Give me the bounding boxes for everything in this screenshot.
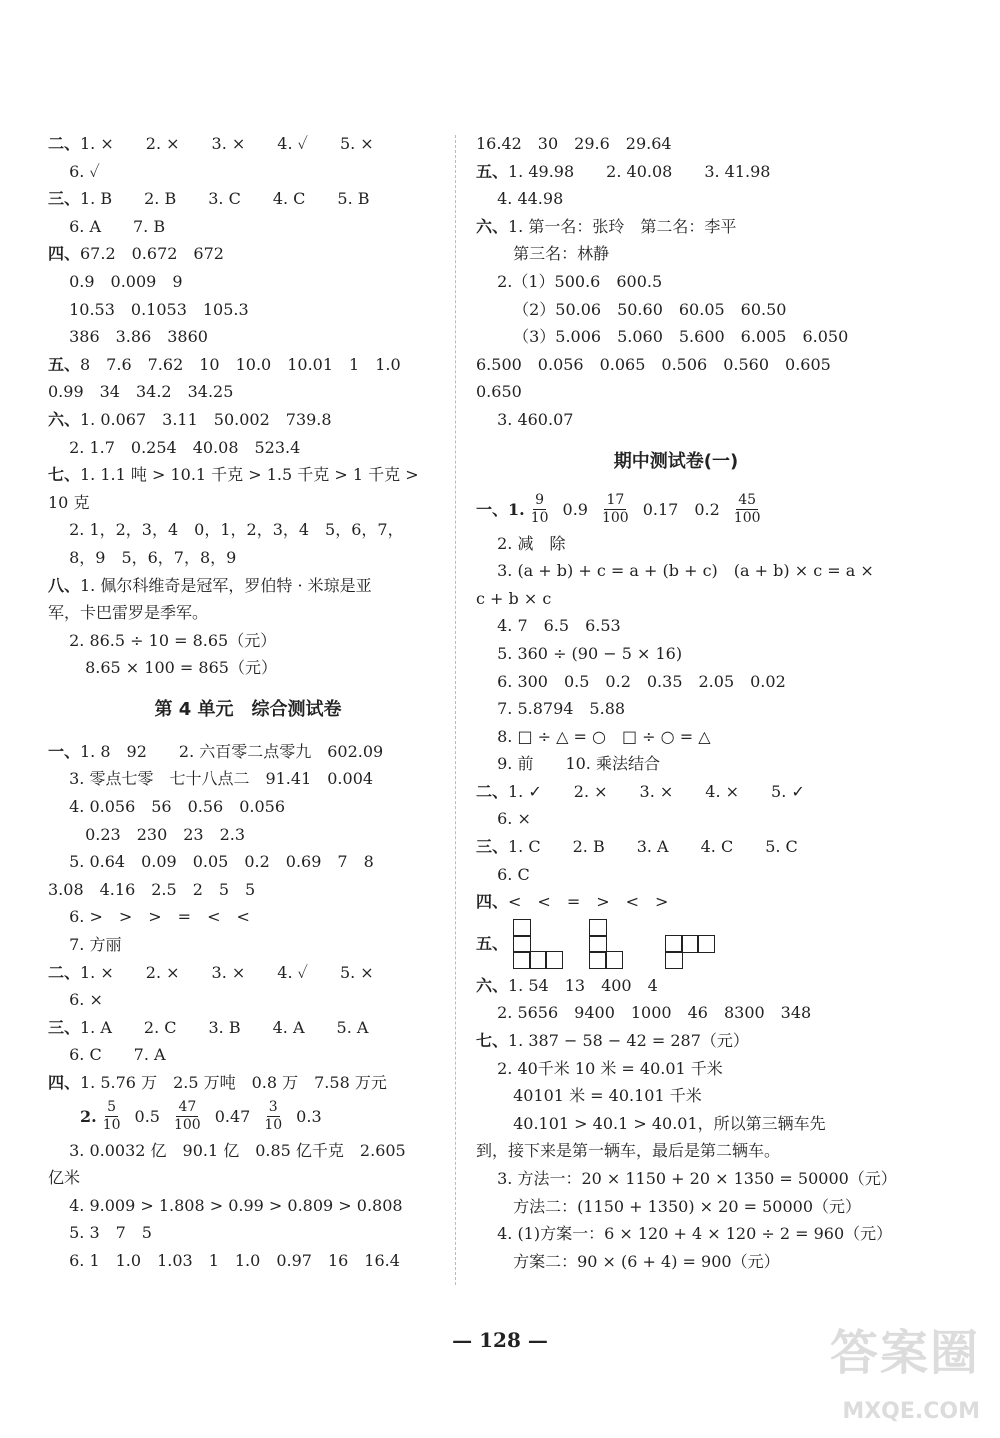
section-label: 三、 — [476, 837, 509, 857]
answer-text: 1. 387 − 58 − 42 = 287（元） — [508, 1031, 749, 1051]
view-shape-3 — [666, 920, 714, 968]
answer-text: 1. 5.76 万 2.5 万吨 0.8 万 7.58 万元 — [80, 1073, 387, 1092]
answer-text: 6. > > > = < < — [48, 907, 250, 927]
answer-line — [476, 612, 876, 640]
answer-text: 0.23 230 23 2.3 — [48, 824, 246, 844]
answer-line — [48, 627, 448, 655]
answer-line — [476, 323, 876, 351]
answer-text: 2. 40千米 10 米 = 40.01 千米 — [476, 1058, 723, 1078]
answer-line — [48, 296, 448, 324]
section-label: 四、 — [476, 892, 509, 912]
answer-text: 6.500 0.056 0.065 0.506 0.560 0.605 — [476, 354, 831, 374]
answer-line — [476, 406, 876, 434]
answer-text: 8.65 × 100 = 865（元） — [48, 658, 277, 678]
value-text: 0.9 — [562, 499, 588, 519]
fraction — [529, 492, 551, 527]
answer-line — [48, 1069, 448, 1097]
answer-line — [48, 406, 448, 434]
section-label: 一、 — [48, 741, 81, 761]
fraction-denominator: 10 — [102, 1117, 121, 1134]
fraction — [262, 1099, 284, 1134]
section-label: 四、 — [48, 1073, 81, 1092]
answer-line — [476, 999, 876, 1027]
answer-line — [476, 1110, 876, 1138]
answer-line — [476, 972, 876, 1000]
fraction-denominator: 100 — [173, 1117, 201, 1134]
answer-line — [48, 378, 448, 406]
answer-line — [48, 1041, 448, 1069]
fraction-numerator: 9 — [535, 492, 545, 509]
answer-line — [476, 1055, 876, 1083]
answer-text: 1. 1.1 吨 > 10.1 千克 > 1.5 千克 > 1 千克 > — [80, 465, 419, 485]
page-number: — 128 — — [452, 1328, 548, 1352]
answer-text: 7. 5.8794 5.88 — [476, 699, 626, 719]
answer-line — [48, 1192, 448, 1220]
view-drawings — [514, 920, 714, 968]
answer-text: 10.53 0.1053 105.3 — [48, 299, 249, 319]
section-label: 三、 — [48, 1017, 81, 1037]
right-block-1 — [476, 130, 876, 434]
answer-text: 3.08 4.16 2.5 2 5 5 — [48, 879, 256, 899]
answer-line — [476, 861, 876, 889]
section-label: 五、 — [476, 933, 509, 953]
answer-line — [476, 585, 876, 613]
watermark-text: 答案圈 — [829, 1325, 980, 1381]
fraction-numerator: 17 — [606, 492, 625, 509]
answer-line — [476, 888, 876, 916]
left-block-1 — [48, 130, 448, 682]
answer-line — [48, 821, 448, 849]
fraction — [600, 492, 631, 527]
answer-text: 8. □ ÷ △ = ○ □ ÷ ○ = △ — [476, 726, 711, 746]
section-label: 四、 — [48, 244, 81, 264]
watermark-url: MXQE.COM — [842, 1399, 980, 1424]
answer-text: 5. 360 ÷ (90 − 5 × 16) — [476, 643, 683, 663]
answer-text: 6. ✓ — [48, 161, 100, 181]
answer-line — [48, 544, 448, 572]
section-label: 二、 — [48, 134, 81, 153]
answer-text: c + b × c — [476, 588, 552, 608]
answer-line — [48, 1247, 448, 1275]
fraction-denominator: 100 — [733, 510, 761, 527]
answer-text: 1. C 2. B 3. A 4. C 5. C — [508, 837, 798, 857]
watermark-logo — [760, 1314, 980, 1424]
right-column — [476, 130, 897, 1275]
answer-line — [476, 805, 876, 833]
answer-line — [476, 240, 876, 268]
answer-text: 1. 54 13 400 4 — [508, 975, 658, 995]
answer-text: 2. 86.5 ÷ 10 = 8.65（元） — [48, 630, 277, 650]
fraction-numerator: 45 — [738, 492, 757, 509]
answer-text: 方法二：(1150 + 1350) × 20 = 50000（元） — [476, 1196, 862, 1216]
answer-line — [476, 640, 876, 668]
answer-text: 5. 3 7 5 — [48, 1223, 152, 1243]
answer-line — [476, 1027, 876, 1055]
fraction-denominator: 10 — [530, 510, 549, 527]
answer-text: 6. C 7. A — [48, 1045, 166, 1065]
answer-line — [48, 130, 448, 158]
section-label: 五、 — [476, 161, 509, 181]
left-block-2 — [48, 738, 448, 1097]
answer-line — [476, 158, 876, 186]
answer-line — [48, 959, 448, 987]
answer-text: 4. 0.056 56 0.56 0.056 — [48, 797, 286, 817]
value-text: 0.17 0.2 — [642, 499, 720, 519]
view-shape-1 — [514, 920, 562, 968]
answer-text: 6. A 7. B — [48, 216, 166, 236]
answer-text: 2. 5656 9400 1000 46 8300 348 — [476, 1003, 812, 1023]
view-shape-2 — [590, 920, 638, 968]
answer-line — [48, 654, 448, 682]
answer-text: （2）50.06 50.60 60.05 60.50 — [476, 299, 787, 319]
answer-text: 1. 佩尔科维奇是冠军，罗伯特 · 米琼是亚 — [80, 575, 372, 595]
answer-text: 3. (a + b) + c = a + (b + c) (a + b) × c = a × — [476, 561, 874, 581]
answer-text: （3）5.006 5.060 5.600 6.005 6.050 — [476, 327, 849, 347]
answer-text: 亿米 — [48, 1168, 81, 1188]
answer-text: 6. 300 0.5 0.2 0.35 2.05 0.02 — [476, 671, 786, 691]
answer-text: 1. × 2. × 3. × 4. ✓ 5. × — [80, 962, 374, 982]
answer-text: 3. 零点七零 七十八点二 91.41 0.004 — [48, 769, 374, 789]
answer-line — [476, 530, 876, 558]
answer-text: 7. 方丽 — [48, 935, 122, 955]
answer-line — [476, 130, 876, 158]
right-fraction-line — [476, 490, 876, 530]
answer-text: 1. ✓ 2. × 3. × 4. × 5. ✓ — [508, 781, 805, 801]
answer-text: 8，9 5，6，7，8，9 — [48, 547, 237, 567]
fraction-denominator: 10 — [264, 1117, 283, 1134]
answer-text: 1. B 2. B 3. C 4. C 5. B — [80, 189, 370, 209]
left-block-3 — [48, 1137, 448, 1275]
answer-text: 1. 0.067 3.11 50.002 739.8 — [80, 409, 332, 429]
column-divider — [455, 135, 456, 1285]
answer-line — [48, 461, 448, 489]
right-block-3 — [476, 972, 897, 1276]
answer-line — [48, 158, 448, 186]
answer-text: 2. 1.7 0.254 40.08 523.4 — [48, 437, 301, 457]
fraction-numerator: 3 — [268, 1099, 278, 1116]
answer-text: 10 克 — [48, 492, 90, 512]
left-section-title: 第 4 单元 综合测试卷 — [154, 698, 342, 720]
answer-line — [48, 213, 448, 241]
answer-line — [48, 185, 448, 213]
answer-line — [476, 723, 876, 751]
section-label: 六、 — [476, 975, 509, 995]
answer-line — [48, 351, 448, 379]
answer-text: 67.2 0.672 672 — [80, 244, 224, 264]
answer-line — [476, 268, 876, 296]
fraction — [172, 1099, 203, 1134]
answer-text: 4. 44.98 — [476, 189, 564, 209]
answer-line — [476, 1248, 876, 1276]
answer-text: 军，卡巴雷罗是季军。 — [48, 603, 209, 623]
answer-text: 386 3.86 3860 — [48, 327, 208, 347]
answer-text: 8 7.6 7.62 10 10.0 10.01 1 1.0 — [80, 354, 401, 374]
answer-line — [48, 793, 448, 821]
answer-text: 3. 方法一：20 × 1150 + 20 × 1350 = 50000（元） — [476, 1169, 897, 1188]
answer-line — [48, 738, 448, 766]
answer-text: 6. × — [48, 990, 103, 1010]
answer-text: 1. A 2. C 3. B 4. A 5. A — [80, 1017, 369, 1037]
answer-line — [48, 516, 448, 544]
answer-line — [48, 1014, 448, 1042]
answer-line — [48, 489, 448, 517]
answer-line — [476, 378, 876, 406]
answer-line — [476, 1193, 876, 1221]
answer-line — [48, 931, 448, 959]
answer-line — [476, 213, 876, 241]
answer-line — [48, 434, 448, 462]
right-section-title: 期中测试卷(一) — [613, 450, 739, 472]
answer-text: 2. 1，2，3，4 0，1，2，3，4 5，6，7， — [48, 520, 404, 540]
answer-line — [476, 778, 876, 806]
answer-line — [476, 296, 876, 324]
shapes-line — [476, 916, 876, 972]
answer-text: 16.42 30 29.6 29.64 — [476, 134, 672, 153]
answer-line — [48, 903, 448, 931]
value-text: 0.3 — [296, 1106, 322, 1126]
answer-text: 40101 米 = 40.101 千米 — [476, 1086, 702, 1106]
section-label: 二、 — [476, 781, 509, 801]
answer-text: 6. C — [476, 864, 530, 884]
value-text: 0.5 — [134, 1106, 160, 1126]
answer-text: 2. 减 除 — [476, 533, 566, 553]
right-block-2 — [476, 530, 876, 916]
answer-text: 1. × 2. × 3. × 4. ✓ 5. × — [80, 134, 374, 153]
answer-line — [476, 1082, 876, 1110]
answer-line — [48, 986, 448, 1014]
answer-line — [48, 323, 448, 351]
answer-text: 0.9 0.009 9 — [48, 271, 183, 291]
answer-line — [48, 876, 448, 904]
fraction — [101, 1099, 123, 1134]
item-number: 1. — [508, 499, 525, 519]
section-label: 三、 — [48, 189, 81, 209]
answer-line — [476, 185, 876, 213]
answer-line — [476, 668, 876, 696]
section-label: 六、 — [48, 409, 81, 429]
fraction — [732, 492, 763, 527]
fraction-numerator: 5 — [107, 1099, 117, 1116]
answer-text: 5. 0.64 0.09 0.05 0.2 0.69 7 8 — [48, 852, 374, 872]
answer-line — [48, 1137, 448, 1165]
answer-text: 1. 8 92 2. 六百零二点零九 602.09 — [80, 741, 384, 761]
left-column — [48, 130, 448, 1275]
answer-text: 到，接下来是第一辆车，最后是第二辆车。 — [476, 1141, 781, 1161]
answer-line — [48, 1219, 448, 1247]
section-label: 二、 — [48, 962, 81, 982]
answer-line — [48, 1164, 448, 1192]
answer-text: 3. 0.0032 亿 90.1 亿 0.85 亿千克 2.605 — [48, 1140, 406, 1160]
answer-line — [476, 1137, 876, 1165]
section-label: 七、 — [48, 465, 81, 485]
answer-line — [476, 1165, 897, 1193]
answer-line — [48, 848, 448, 876]
answer-line — [476, 750, 876, 778]
answer-text: 2.（1）500.6 600.5 — [476, 271, 663, 291]
answer-text: 1. 第一名：张玲 第二名：李平 — [508, 216, 737, 236]
answer-text: 3. 460.07 — [476, 409, 574, 429]
answer-line — [48, 572, 448, 600]
answer-line — [48, 765, 448, 793]
answer-line — [476, 557, 876, 585]
section-label: 六、 — [476, 216, 509, 236]
value-text: 0.47 — [214, 1106, 251, 1126]
section-label: 一、 — [476, 499, 509, 519]
item-number: 2. — [80, 1106, 97, 1126]
answer-text: 9. 前 10. 乘法结合 — [476, 754, 660, 774]
answer-line — [476, 351, 876, 379]
left-fraction-line — [48, 1097, 448, 1137]
answer-text: 1. 49.98 2. 40.08 3. 41.98 — [508, 161, 771, 181]
answer-text: 4. (1)方案一：6 × 120 + 4 × 120 ÷ 2 = 960（元） — [476, 1224, 893, 1244]
answer-text: 0.650 — [476, 382, 522, 402]
fraction-denominator: 100 — [601, 510, 629, 527]
answer-line — [48, 268, 448, 296]
answer-text: 4. 9.009 > 1.808 > 0.99 > 0.809 > 0.808 — [48, 1195, 403, 1215]
answer-text: 4. 7 6.5 6.53 — [476, 616, 621, 636]
answer-text: < < = > < > — [508, 892, 669, 912]
answer-line — [476, 833, 876, 861]
section-label: 八、 — [48, 575, 81, 595]
answer-line — [48, 240, 448, 268]
answer-text: 6. 1 1.0 1.03 1 1.0 0.97 16 16.4 — [48, 1250, 400, 1270]
section-label: 七、 — [476, 1031, 509, 1051]
answer-text: 0.99 34 34.2 34.25 — [48, 382, 234, 402]
answer-text: 40.101 > 40.1 > 40.01，所以第三辆车先 — [476, 1113, 826, 1133]
answer-text: 第三名：林静 — [476, 244, 610, 264]
answer-line — [476, 1220, 893, 1248]
answer-line — [48, 599, 448, 627]
answer-line — [476, 695, 876, 723]
answer-text: 方案二：90 × (6 + 4) = 900（元） — [476, 1251, 780, 1271]
section-label: 五、 — [48, 354, 81, 374]
fraction-numerator: 47 — [178, 1099, 197, 1116]
answer-text: 6. × — [476, 809, 531, 829]
